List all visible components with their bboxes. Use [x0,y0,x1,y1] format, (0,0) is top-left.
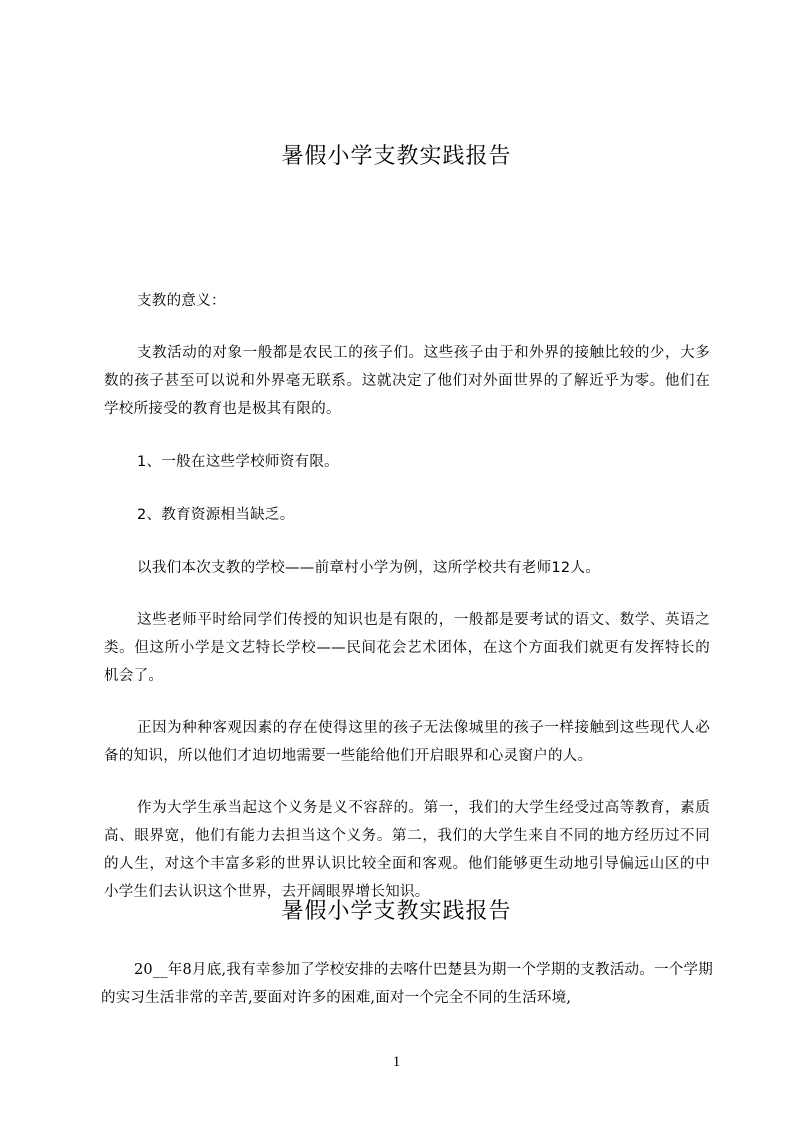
list-item-teachers-limited: 1、一般在这些学校师资有限。 [137,454,339,470]
list-item-resources-lacking: 2、教育资源相当缺乏。 [137,507,295,523]
paragraph-reason: 正因为种种客观因素的存在使得这里的孩子无法像城里的孩子一样接触到这些现代人必备的知识，所以他们才迫切地需要一些能给他们开启眼界和心灵窗户的人。 [104,720,710,764]
page-number: 1 [392,1054,401,1070]
paragraph-intro: 20__年8月底,我有幸参加了学校安排的去喀什巴楚县为期一个学期的支教活动。一个学期的实习生活非常的辛苦,要面对许多的困难,面对一个完全不同的生活环境, [101,962,713,1006]
meaning-heading: 支教的意义： [137,293,226,309]
document-title: 暑假小学支教实践报告 [281,144,512,169]
paragraph-school-example: 以我们本次支教的学校——前章村小学为例，这所学校共有老师12人。 [137,560,601,576]
paragraph-teachers: 这些老师平时给同学们传授的知识也是有限的，一般都是要考试的语文、数学、英语之类。但这所小学是文艺特长学校——民间花会艺术团体，在这个方面我们就更有发挥特长的机会了。 [104,612,710,684]
paragraph-duty: 作为大学生承当起这个义务是义不容辞的。第一，我们的大学生经受过高等教育，素质高、眼界宽，他们有能力去担当这个义务。第二，我们的大学生来自不同的地方经历过不同的人生，对这个丰富多彩的世界认识比较全面和客观。他们能够更生动地引导偏远山区的中小学生们去认识这个世界，去开阔眼界增长知识。 [104,800,710,900]
paragraph-target-audience: 支教活动的对象一般都是农民工的孩子们。这些孩子由于和外界的接触比较的少，大多数的孩子甚至可以说和外界毫无联系。这就决定了他们对外面世界的了解近乎为零。他们在学校所接受的教育也是极其有限的。 [104,345,710,417]
second-document-title: 暑假小学支教实践报告 [281,899,512,924]
